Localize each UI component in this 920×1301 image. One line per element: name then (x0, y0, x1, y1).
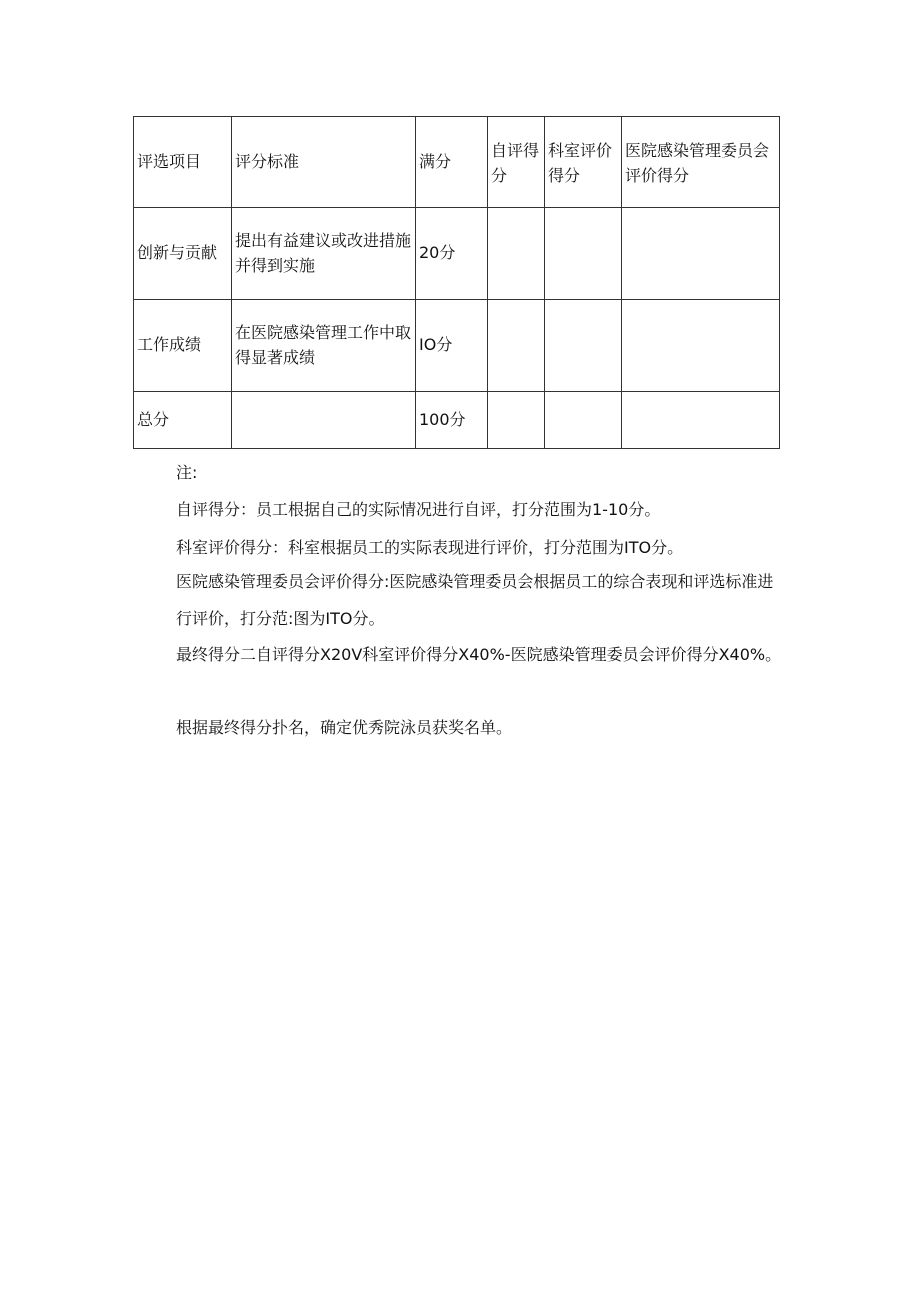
header-item: 评选项目 (134, 117, 232, 208)
cell-committee-score[interactable] (622, 392, 780, 449)
cell-item: 工作成绩 (134, 300, 232, 392)
table-header-row (134, 117, 780, 208)
cell-self-score[interactable] (488, 300, 545, 392)
cell-item: 创新与贡献 (134, 208, 232, 300)
cell-dept-score[interactable] (545, 208, 622, 300)
cell-full-score: IO分 (416, 300, 488, 392)
cell-criteria: 在医院感染管理工作中取得显著成绩 (232, 300, 416, 392)
cell-full-score: 100分 (416, 392, 488, 449)
score-table (133, 116, 780, 449)
notes-title: 注: (176, 463, 198, 482)
cell-committee-score[interactable] (622, 300, 780, 392)
cell-full-score: 20分 (416, 208, 488, 300)
cell-criteria: 提出有益建议或改进措施并得到实施 (232, 208, 416, 300)
note-final-score: 最终得分二自评得分X20V科室评价得分X40%-医院感染管理委员会评价得分X40%。 (176, 645, 782, 664)
header-committee-score: 医院感染管理委员会评价得分 (622, 117, 780, 208)
note-dept-score: 科室评价得分：科室根据员工的实际表现进行评价，打分范围为ITO分。 (176, 538, 684, 557)
cell-self-score[interactable] (488, 392, 545, 449)
table-row (134, 208, 780, 300)
header-criteria: 评分标准 (232, 117, 416, 208)
table-row (134, 300, 780, 392)
note-committee-score: 医院感染管理委员会评价得分:医院感染管理委员会根据员工的综合表现和评选标准进行评价，打分范:图为ITO分。 (176, 572, 774, 628)
cell-committee-score[interactable] (622, 208, 780, 300)
cell-self-score[interactable] (488, 208, 545, 300)
table-row-total (134, 392, 780, 449)
header-full-score: 满分 (416, 117, 488, 208)
header-self-score: 自评得分 (488, 117, 545, 208)
cell-criteria (232, 392, 416, 449)
note-ranking: 根据最终得分扑名，确定优秀院泳员获奖名单。 (176, 718, 513, 737)
note-self-score: 自评得分：员工根据自己的实际情况进行自评，打分范围为1-10分。 (176, 500, 661, 519)
cell-dept-score[interactable] (545, 300, 622, 392)
cell-dept-score[interactable] (545, 392, 622, 449)
cell-item: 总分 (134, 392, 232, 449)
header-dept-score: 科室评价得分 (545, 117, 622, 208)
